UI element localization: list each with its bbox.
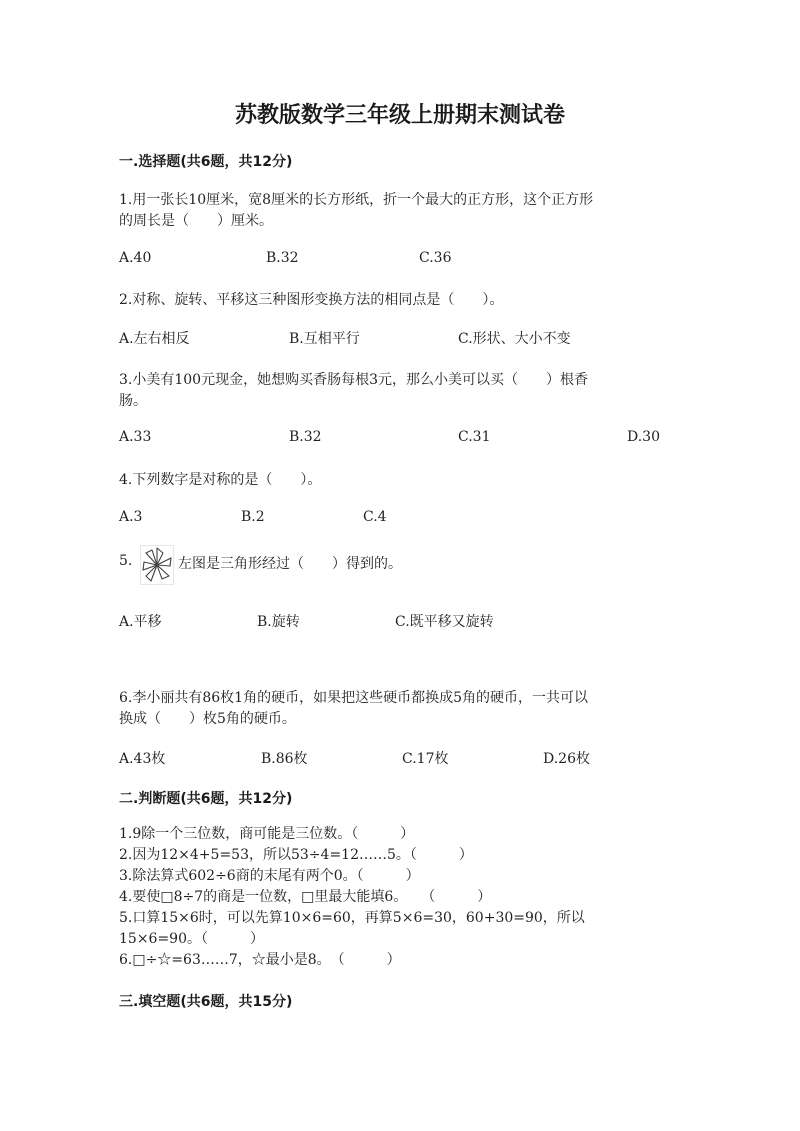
question-6-option-c: C.17枚 xyxy=(402,751,449,767)
question-4-option-a: A.3 xyxy=(119,509,143,525)
true-false-item-2: 2.因为12×4+5=53，所以53÷4=12……5。（ ） xyxy=(119,847,473,863)
question-6-option-d: D.26枚 xyxy=(543,751,590,767)
question-6-line-1: 6.李小丽共有86枚1角的硬币，如果把这些硬币都换成5角的硬币，一共可以 xyxy=(119,690,588,706)
true-false-item-5-line-2: 15×6=90。（ ） xyxy=(119,931,264,947)
question-5-option-a: A.平移 xyxy=(119,614,162,630)
question-2-option-b: B.互相平行 xyxy=(289,331,360,347)
question-5-option-b: B.旋转 xyxy=(257,614,300,630)
true-false-item-1: 1.9除一个三位数，商可能是三位数。（ ） xyxy=(119,826,415,842)
question-1-line-1: 1.用一张长10厘米，宽8厘米的长方形纸，折一个最大的正方形，这个正方形 xyxy=(119,192,594,208)
question-1-option-a: A.40 xyxy=(119,250,152,266)
true-false-item-3: 3.除法算式602÷6商的末尾有两个0。（ ） xyxy=(119,868,420,884)
true-false-item-5-line-1: 5.口算15×6时，可以先算10×6=60，再算5×6=30，60+30=90，所以 xyxy=(119,910,585,926)
question-4-option-c: C.4 xyxy=(363,509,387,525)
pinwheel-figure-icon xyxy=(140,545,174,585)
section-heading-choice: 一.选择题(共6题，共12分) xyxy=(119,154,293,170)
true-false-item-6: 6.□÷☆=63……7，☆最小是8。 （ ） xyxy=(119,952,401,968)
section-heading-true-false: 二.判断题(共6题，共12分) xyxy=(119,791,293,807)
question-3-option-a: A.33 xyxy=(119,429,152,445)
question-4-line-1: 4.下列数字是对称的是（ ）。 xyxy=(119,472,322,488)
question-6-option-a: A.43枚 xyxy=(119,751,166,767)
question-3-option-b: B.32 xyxy=(289,429,322,445)
page-title: 苏教版数学三年级上册期末测试卷 xyxy=(234,103,565,128)
question-5-option-c: C.既平移又旋转 xyxy=(395,614,494,630)
section-heading-fill-blank: 三.填空题(共6题，共15分) xyxy=(119,994,293,1010)
question-1-line-2: 的周长是（ ）厘米。 xyxy=(119,213,273,229)
question-6-line-2: 换成（ ）枚5角的硬币。 xyxy=(119,711,296,727)
question-5-text: 左图是三角形经过（ ）得到的。 xyxy=(178,556,402,572)
true-false-item-4: 4.要使□8÷7的商是一位数，□里最大能填6。 （ ） xyxy=(119,889,492,905)
question-3-line-2: 肠。 xyxy=(119,393,147,409)
question-1-option-c: C.36 xyxy=(419,250,452,266)
question-6-option-b: B.86枚 xyxy=(261,751,308,767)
question-5-number: 5. xyxy=(119,553,133,569)
question-4-option-b: B.2 xyxy=(241,509,265,525)
question-2-option-c: C.形状、大小不变 xyxy=(458,331,571,347)
question-2-option-a: A.左右相反 xyxy=(119,331,190,347)
question-2-line-1: 2.对称、旋转、平移这三种图形变换方法的相同点是（ ）。 xyxy=(119,292,504,308)
question-1-option-b: B.32 xyxy=(266,250,299,266)
question-3-option-d: D.30 xyxy=(627,429,660,445)
question-3-line-1: 3.小美有100元现金，她想购买香肠每根3元，那么小美可以买（ ）根香 xyxy=(119,372,588,388)
question-3-option-c: C.31 xyxy=(458,429,491,445)
